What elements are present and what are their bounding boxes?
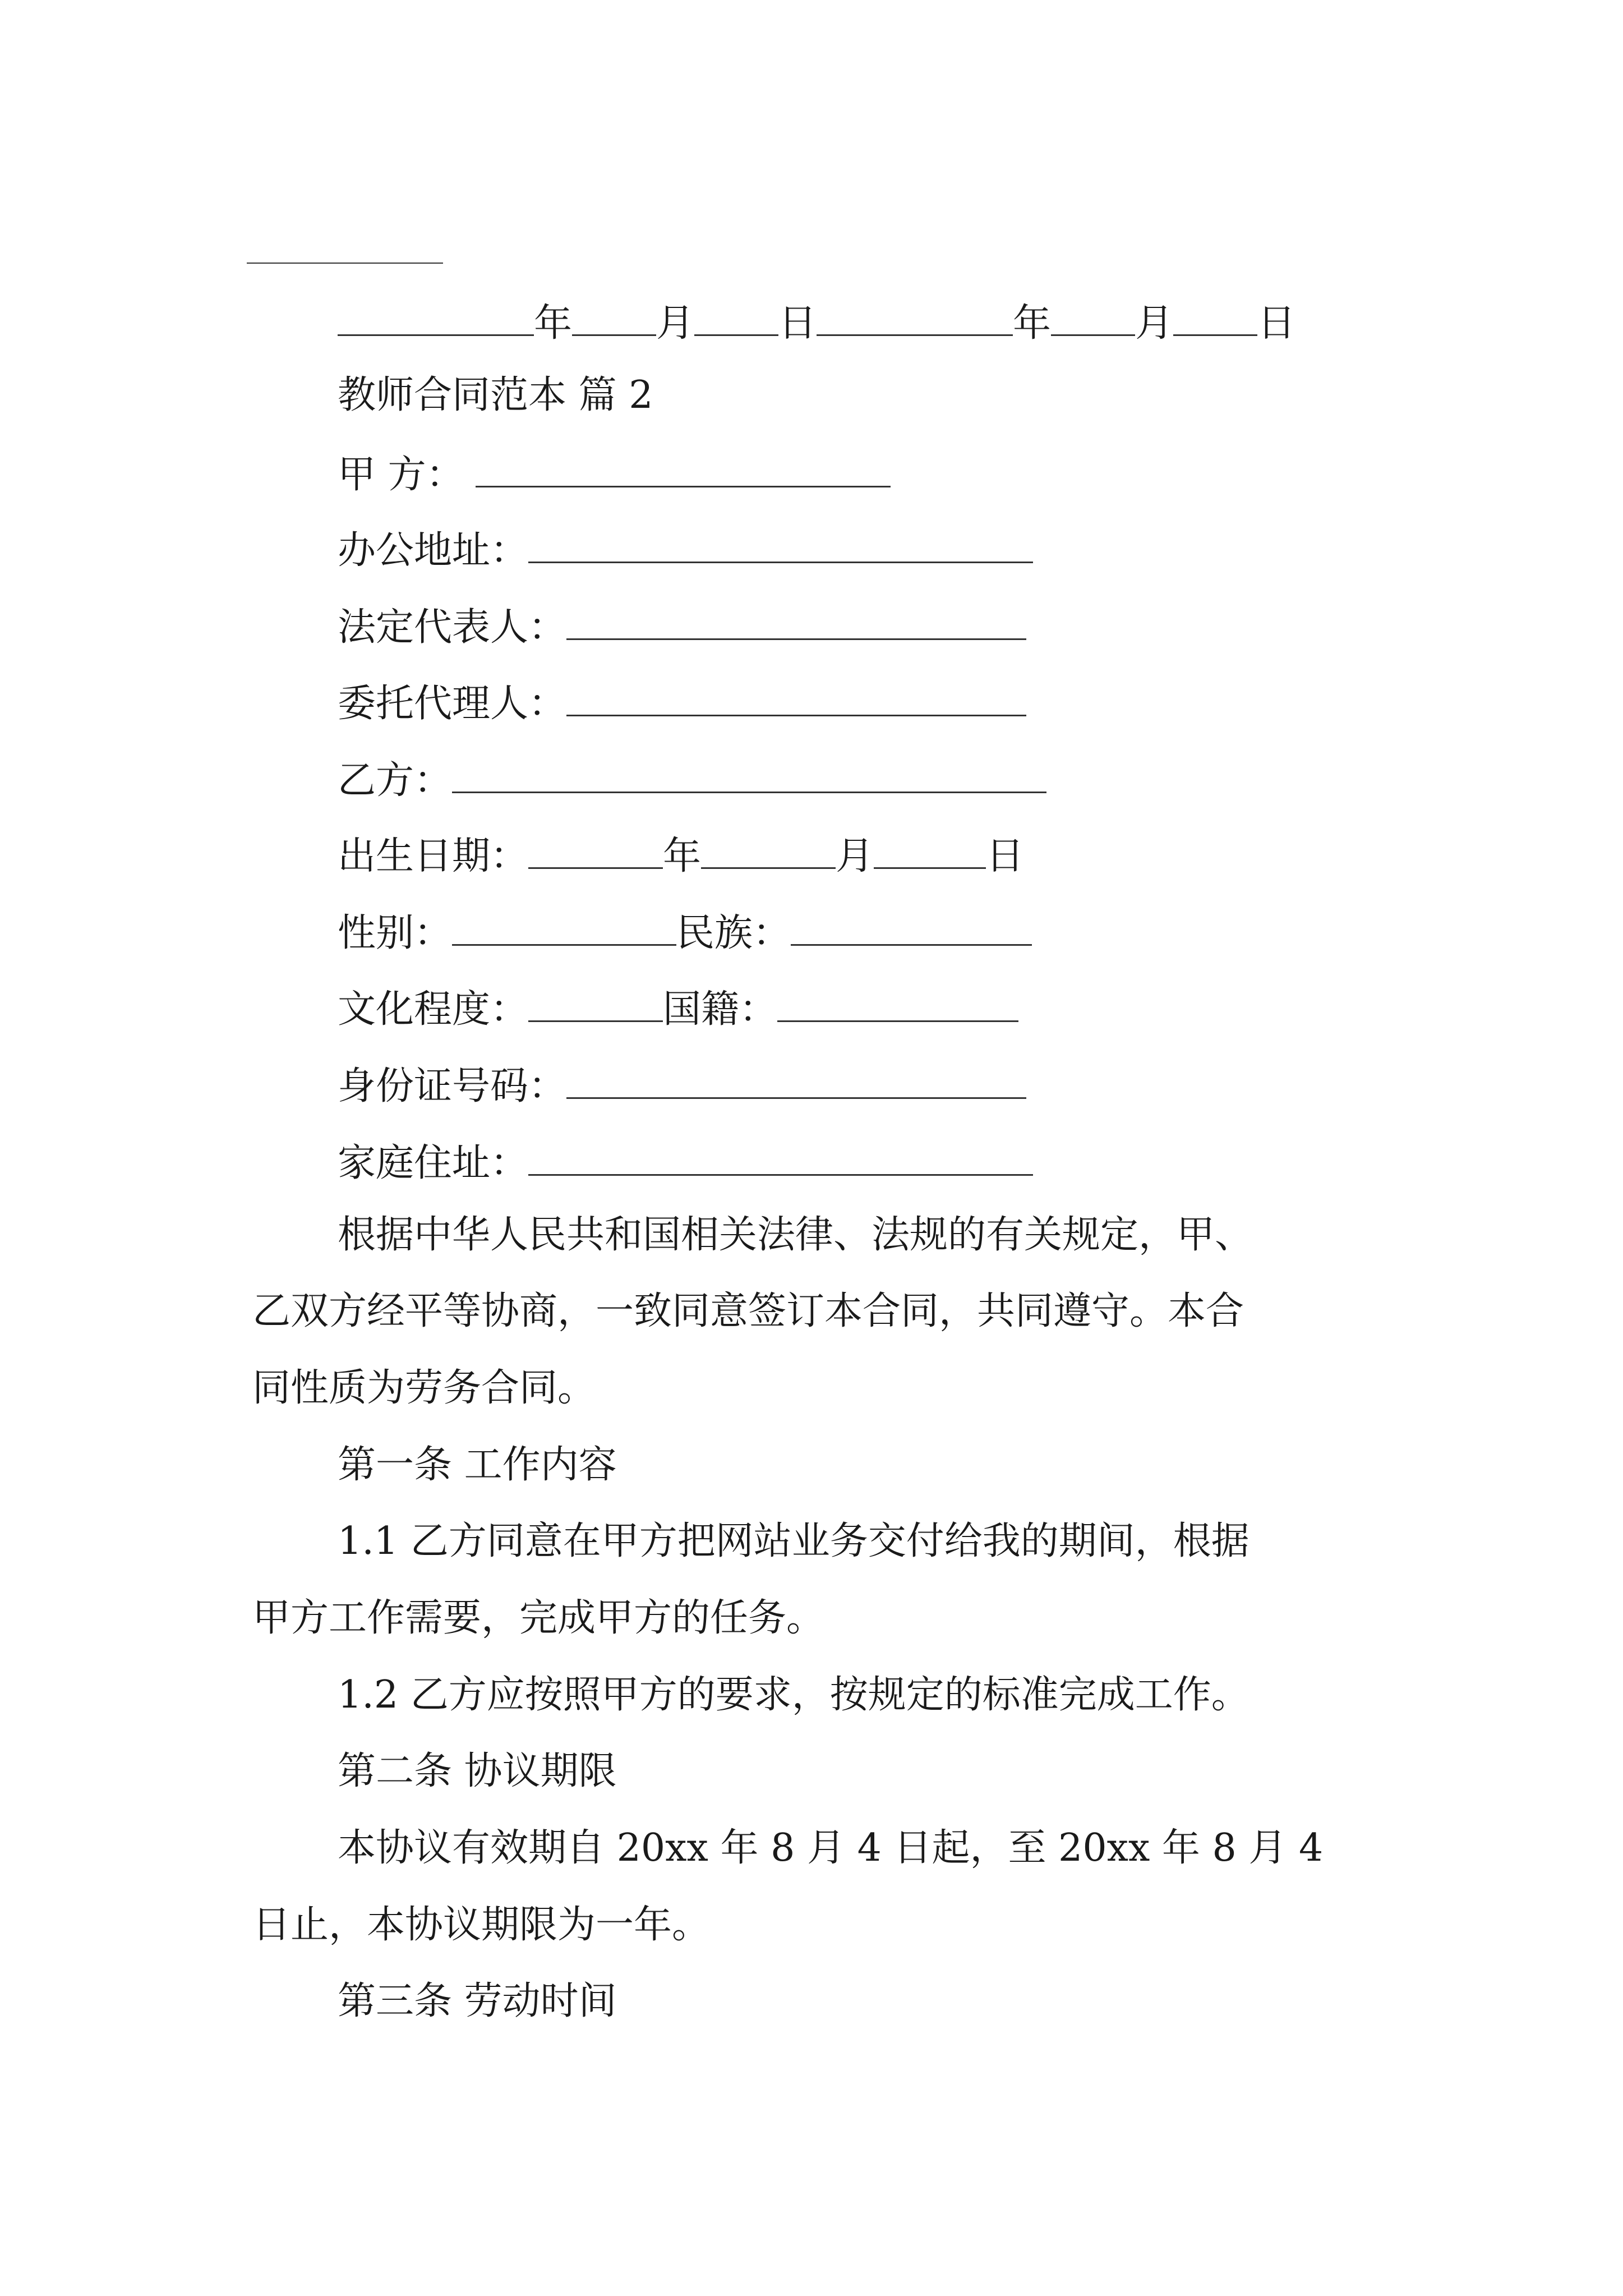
date-blank-day1[interactable] (694, 297, 778, 336)
field-home-address (338, 1137, 1033, 1185)
date-month2: 月 (1135, 301, 1174, 346)
date-blank-year1[interactable] (338, 297, 534, 336)
date-day1: 日 (778, 301, 817, 346)
field-legal-rep (338, 601, 1026, 650)
field-party-b-blank[interactable] (452, 754, 1046, 793)
field-legal-rep-blank[interactable] (566, 601, 1026, 640)
field-party-a (338, 449, 891, 497)
field-ethnicity-blank[interactable] (791, 907, 1032, 946)
article-1-1-line-1: 1.1 乙方同意在甲方把网站业务交付给我的期间，根据 (338, 1519, 1249, 1563)
date-blank-month2[interactable] (1051, 297, 1135, 336)
article-2-line-1: 本协议有效期自 20xx 年 8 月 4 日起，至 20xx 年 8 月 4 (338, 1826, 1324, 1870)
field-party-b-label: 乙方： (338, 758, 453, 803)
field-birth-day-blank[interactable] (874, 830, 986, 869)
paragraph-intro-line-1: 根据中华人民共和国相关法律、法规的有关规定，甲、 (338, 1213, 1253, 1257)
article-2-title: 第二条 协议期限 (338, 1749, 617, 1793)
field-office-address-blank[interactable] (528, 524, 1033, 563)
date-year2: 年 (1013, 301, 1052, 346)
field-gender-ethnicity (338, 907, 1032, 955)
article-3-title: 第三条 劳动时间 (338, 1979, 617, 2023)
field-id-number (338, 1060, 1026, 1108)
field-birth-year: 年 (663, 834, 702, 878)
field-legal-rep-label: 法定代表人： (338, 605, 567, 650)
field-office-address-label: 办公地址： (338, 528, 529, 573)
field-birth-year-blank[interactable] (528, 830, 663, 869)
field-ethnicity-label: 民族： (676, 911, 791, 955)
field-education-blank[interactable] (528, 983, 663, 1022)
field-id-number-label: 身份证号码： (338, 1064, 567, 1108)
field-birth-label: 出生日期： (338, 834, 529, 878)
field-birth-month: 月 (836, 834, 874, 878)
article-1-2: 1.2 乙方应按照甲方的要求，按规定的标准完成工作。 (338, 1673, 1249, 1717)
field-office-address (338, 524, 1033, 573)
field-agent-label: 委托代理人： (338, 682, 567, 726)
paragraph-intro-line-2: 乙双方经平等协商，一致同意签订本合同，共同遵守。本合 (252, 1289, 1244, 1333)
field-education-label: 文化程度： (338, 987, 529, 1032)
field-birth-month-blank[interactable] (701, 830, 836, 869)
article-1-1-line-2: 甲方工作需要，完成甲方的任务。 (252, 1596, 825, 1640)
field-birth-date (338, 830, 1025, 878)
date-day2: 日 (1257, 301, 1296, 346)
date-blank-day2[interactable] (1173, 297, 1257, 336)
date-blank-month1[interactable] (572, 297, 656, 336)
field-party-b (338, 754, 1046, 803)
date-year1: 年 (534, 301, 573, 346)
date-line (338, 297, 1296, 346)
field-gender-blank[interactable] (452, 907, 676, 946)
top-signature-rule (247, 263, 443, 264)
field-party-a-label: 甲 方： (338, 453, 464, 497)
paragraph-intro-line-3: 同性质为劳务合同。 (252, 1366, 596, 1410)
date-month1: 月 (656, 301, 695, 346)
field-nationality-blank[interactable] (777, 983, 1018, 1022)
section-title: 教师合同范本 篇 2 (338, 373, 653, 417)
field-agent-blank[interactable] (566, 678, 1026, 716)
field-agent (338, 678, 1026, 726)
article-2-line-2: 日止，本协议期限为一年。 (252, 1903, 711, 1947)
field-education-nationality (338, 983, 1018, 1032)
field-gender-label: 性别： (338, 911, 453, 955)
date-blank-year2[interactable] (817, 297, 1013, 336)
field-home-address-blank[interactable] (528, 1137, 1033, 1176)
article-1-title: 第一条 工作内容 (338, 1443, 617, 1487)
field-id-number-blank[interactable] (566, 1060, 1026, 1099)
field-birth-day: 日 (986, 834, 1025, 878)
field-nationality-label: 国籍： (663, 987, 778, 1032)
field-party-a-blank[interactable] (476, 449, 891, 487)
field-home-address-label: 家庭住址： (338, 1141, 529, 1185)
